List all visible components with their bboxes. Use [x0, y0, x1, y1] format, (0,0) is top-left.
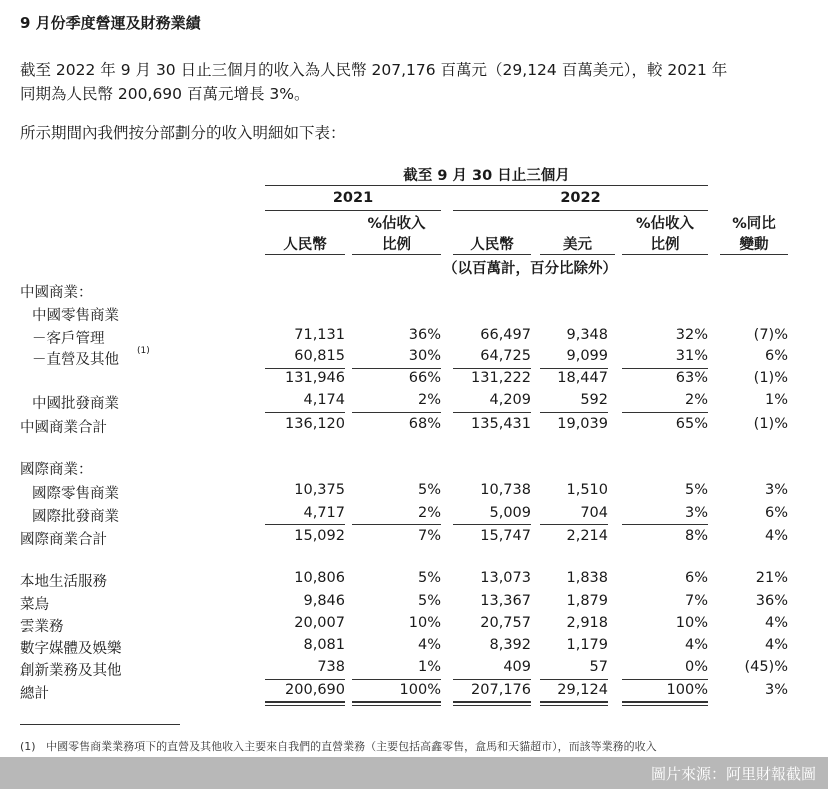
year-2022-rule	[453, 210, 708, 211]
table-cell: 10,375	[294, 482, 345, 498]
col-usd-2022: 美元	[563, 237, 592, 253]
intl-total-rule	[265, 524, 345, 525]
table-cell: 10,738	[480, 482, 531, 498]
table-cell: 9,348	[566, 327, 608, 343]
table-cell: 4%	[684, 637, 708, 653]
grand-total-double-rule	[453, 705, 531, 706]
table-cell: 57	[589, 659, 608, 675]
table-cell: 1%	[417, 659, 441, 675]
grand-total-rule	[352, 679, 441, 680]
header-rule-pct-2022	[622, 254, 708, 255]
table-cell: 20,757	[480, 615, 531, 631]
footnote-rule	[20, 724, 180, 725]
table-cell: 4,174	[303, 392, 345, 408]
subtotal-rule	[622, 368, 708, 369]
grand-total-double-rule	[540, 701, 608, 703]
table-cell: 65%	[675, 416, 708, 432]
table-cell: 6%	[764, 505, 788, 521]
table-cell: 60,815	[294, 348, 345, 364]
table-cell: 2,918	[566, 615, 608, 631]
header-rule-rmb-2021	[265, 254, 345, 255]
table-cell: 4,209	[489, 392, 531, 408]
china-total-rule	[352, 412, 441, 413]
year-2021-rule	[265, 210, 441, 211]
table-cell: 6%	[764, 348, 788, 364]
table-cell: 1,838	[566, 570, 608, 586]
table-cell: 6%	[684, 570, 708, 586]
grand-total-double-rule	[352, 705, 441, 706]
grand-total-rule	[622, 679, 708, 680]
row-label: 國際商業合計	[20, 532, 107, 548]
table-cell: 20,007	[294, 615, 345, 631]
table-cell: 10,806	[294, 570, 345, 586]
table-cell: 1,179	[566, 637, 608, 653]
table-cell: 5%	[417, 570, 441, 586]
col-yoy-line1: %同比	[732, 216, 776, 232]
china-total-rule	[540, 412, 608, 413]
row-label: 創新業務及其他	[20, 663, 122, 679]
table-cell: 36%	[755, 593, 788, 609]
grand-total-double-rule	[265, 701, 345, 703]
row-label: 本地生活服務	[20, 574, 107, 590]
table-cell: 8,392	[489, 637, 531, 653]
table-cell: 29,124	[557, 682, 608, 698]
header-rule-rmb-2022	[453, 254, 531, 255]
table-cell: 36%	[408, 327, 441, 343]
table-cell: 135,431	[471, 416, 531, 432]
footnote-reference: (1)	[137, 346, 150, 356]
intl-total-rule	[352, 524, 441, 525]
table-cell: 31%	[675, 348, 708, 364]
row-label: 國際商業：	[20, 462, 93, 478]
header-rule-yoy	[720, 254, 788, 255]
table-cell: 15,747	[480, 528, 531, 544]
table-cell: 71,131	[294, 327, 345, 343]
row-label: 國際零售商業	[32, 486, 119, 502]
grand-total-double-rule	[622, 701, 708, 703]
table-cell: 704	[580, 505, 608, 521]
grand-total-double-rule	[265, 705, 345, 706]
row-label: 總計	[20, 686, 49, 702]
table-cell: 10%	[408, 615, 441, 631]
table-cell: 7%	[417, 528, 441, 544]
header-rule-pct-2021	[352, 254, 441, 255]
table-cell: (7)%	[753, 327, 788, 343]
row-label: 國際批發商業	[32, 509, 119, 525]
table-cell: 8,081	[303, 637, 345, 653]
table-cell: 66%	[408, 370, 441, 386]
grand-total-double-rule	[352, 701, 441, 703]
table-cell: 18,447	[557, 370, 608, 386]
table-cell: 592	[580, 392, 608, 408]
table-cell: 5,009	[489, 505, 531, 521]
table-cell: 5%	[417, 482, 441, 498]
col-pct-2022-line2: 比例	[650, 237, 680, 253]
table-cell: 8%	[684, 528, 708, 544]
intl-total-rule	[622, 524, 708, 525]
table-cell: 9,099	[566, 348, 608, 364]
footnote-text-1: 中國零售商業業務項下的直營及其他收入主要來自我們的直營業務（主要包括高鑫零售，盒馬和天貓超市），而該等業務的收入	[46, 740, 657, 753]
table-cell: 2%	[417, 392, 441, 408]
table-cell: 4%	[764, 637, 788, 653]
subtotal-rule	[453, 368, 531, 369]
row-label: 雲業務	[20, 619, 64, 635]
grand-total-double-rule	[540, 705, 608, 706]
table-cell: 66,497	[480, 327, 531, 343]
table-cell: 1,879	[566, 593, 608, 609]
table-cell: 4,717	[303, 505, 345, 521]
table-cell: 63%	[675, 370, 708, 386]
table-cell: 19,039	[557, 416, 608, 432]
subtotal-rule	[265, 368, 345, 369]
section-title: 9 月份季度營運及財務業績	[20, 14, 201, 32]
summary-line-2: 同期為人民幣 200,690 百萬元增長 3%。	[20, 85, 310, 103]
table-cell: 3%	[684, 505, 708, 521]
header-rule-usd-2022	[540, 254, 615, 255]
table-cell: 2%	[684, 392, 708, 408]
row-label: －直營及其他	[32, 352, 119, 368]
table-cell: 409	[503, 659, 531, 675]
table-cell: 5%	[417, 593, 441, 609]
table-cell: 9,846	[303, 593, 345, 609]
intl-total-rule	[540, 524, 608, 525]
row-label: 中國商業合計	[20, 420, 107, 436]
col-pct-2022-line1: %佔收入	[635, 216, 695, 232]
table-cell: 0%	[684, 659, 708, 675]
table-cell: 2%	[417, 505, 441, 521]
year-2021-header: 2021	[332, 190, 374, 206]
subtotal-rule	[352, 368, 441, 369]
table-cell: 32%	[675, 327, 708, 343]
table-cell: 7%	[684, 593, 708, 609]
grand-total-rule	[540, 679, 608, 680]
table-cell: 10%	[675, 615, 708, 631]
china-total-rule	[453, 412, 531, 413]
table-cell: 13,073	[480, 570, 531, 586]
grand-total-double-rule	[453, 701, 531, 703]
table-cell: 3%	[764, 482, 788, 498]
table-cell: 738	[317, 659, 345, 675]
units-note: （以百萬計，百分比除外）	[443, 261, 617, 277]
table-cell: 13,367	[480, 593, 531, 609]
row-label: 中國商業：	[20, 285, 93, 301]
table-cell: 3%	[764, 682, 788, 698]
intl-total-rule	[453, 524, 531, 525]
grand-total-double-rule	[622, 705, 708, 706]
col-rmb-2022: 人民幣	[470, 237, 514, 253]
col-yoy-line2: 變動	[739, 237, 769, 253]
table-cell: 200,690	[285, 682, 345, 698]
footnote-marker: (1)	[20, 740, 36, 753]
summary-line-1: 截至 2022 年 9 月 30 日止三個月的收入為人民幣 207,176 百萬元（29,124 百萬美元），較 2021 年	[20, 61, 728, 79]
row-label: 中國批發商業	[32, 396, 119, 412]
table-cell: 5%	[684, 482, 708, 498]
col-pct-2021-line2: 比例	[382, 237, 411, 253]
subtotal-rule	[540, 368, 608, 369]
period-header-rule	[265, 185, 708, 186]
row-label: 菜鳥	[20, 597, 49, 613]
grand-total-rule	[453, 679, 531, 680]
period-header: 截至 9 月 30 日止三個月	[403, 168, 570, 184]
table-cell: 131,222	[471, 370, 531, 386]
table-cell: 1%	[764, 392, 788, 408]
footnote-line-1	[20, 738, 657, 754]
row-label: 數字媒體及娛樂	[20, 641, 122, 657]
table-cell: 4%	[417, 637, 441, 653]
china-total-rule	[622, 412, 708, 413]
image-source-text: 圖片來源：阿里財報截圖	[650, 765, 816, 783]
col-pct-2021-line1: %佔收入	[367, 216, 426, 232]
table-cell: 64,725	[480, 348, 531, 364]
image-source-banner	[0, 757, 828, 789]
table-cell: 100%	[666, 682, 708, 698]
table-cell: 21%	[755, 570, 788, 586]
col-rmb-2021: 人民幣	[283, 237, 327, 253]
year-2022-header: 2022	[560, 190, 601, 206]
table-cell: 207,176	[471, 682, 531, 698]
grand-total-rule	[265, 679, 345, 680]
table-cell: 4%	[764, 615, 788, 631]
table-cell: (1)%	[753, 416, 788, 432]
table-cell: 1,510	[566, 482, 608, 498]
table-cell: 15,092	[294, 528, 345, 544]
table-cell: 30%	[408, 348, 441, 364]
table-cell: 100%	[399, 682, 441, 698]
table-cell: (1)%	[753, 370, 788, 386]
table-cell: 136,120	[285, 416, 345, 432]
china-total-rule	[265, 412, 345, 413]
table-cell: 2,214	[566, 528, 608, 544]
row-label: 中國零售商業	[32, 308, 119, 324]
table-cell: (45)%	[744, 659, 788, 675]
table-cell: 4%	[764, 528, 788, 544]
row-label: －客戶管理	[32, 331, 105, 347]
table-cell: 131,946	[285, 370, 345, 386]
table-cell: 68%	[408, 416, 441, 432]
table-intro-text: 所示期間內我們按分部劃分的收入明細如下表：	[20, 124, 346, 142]
